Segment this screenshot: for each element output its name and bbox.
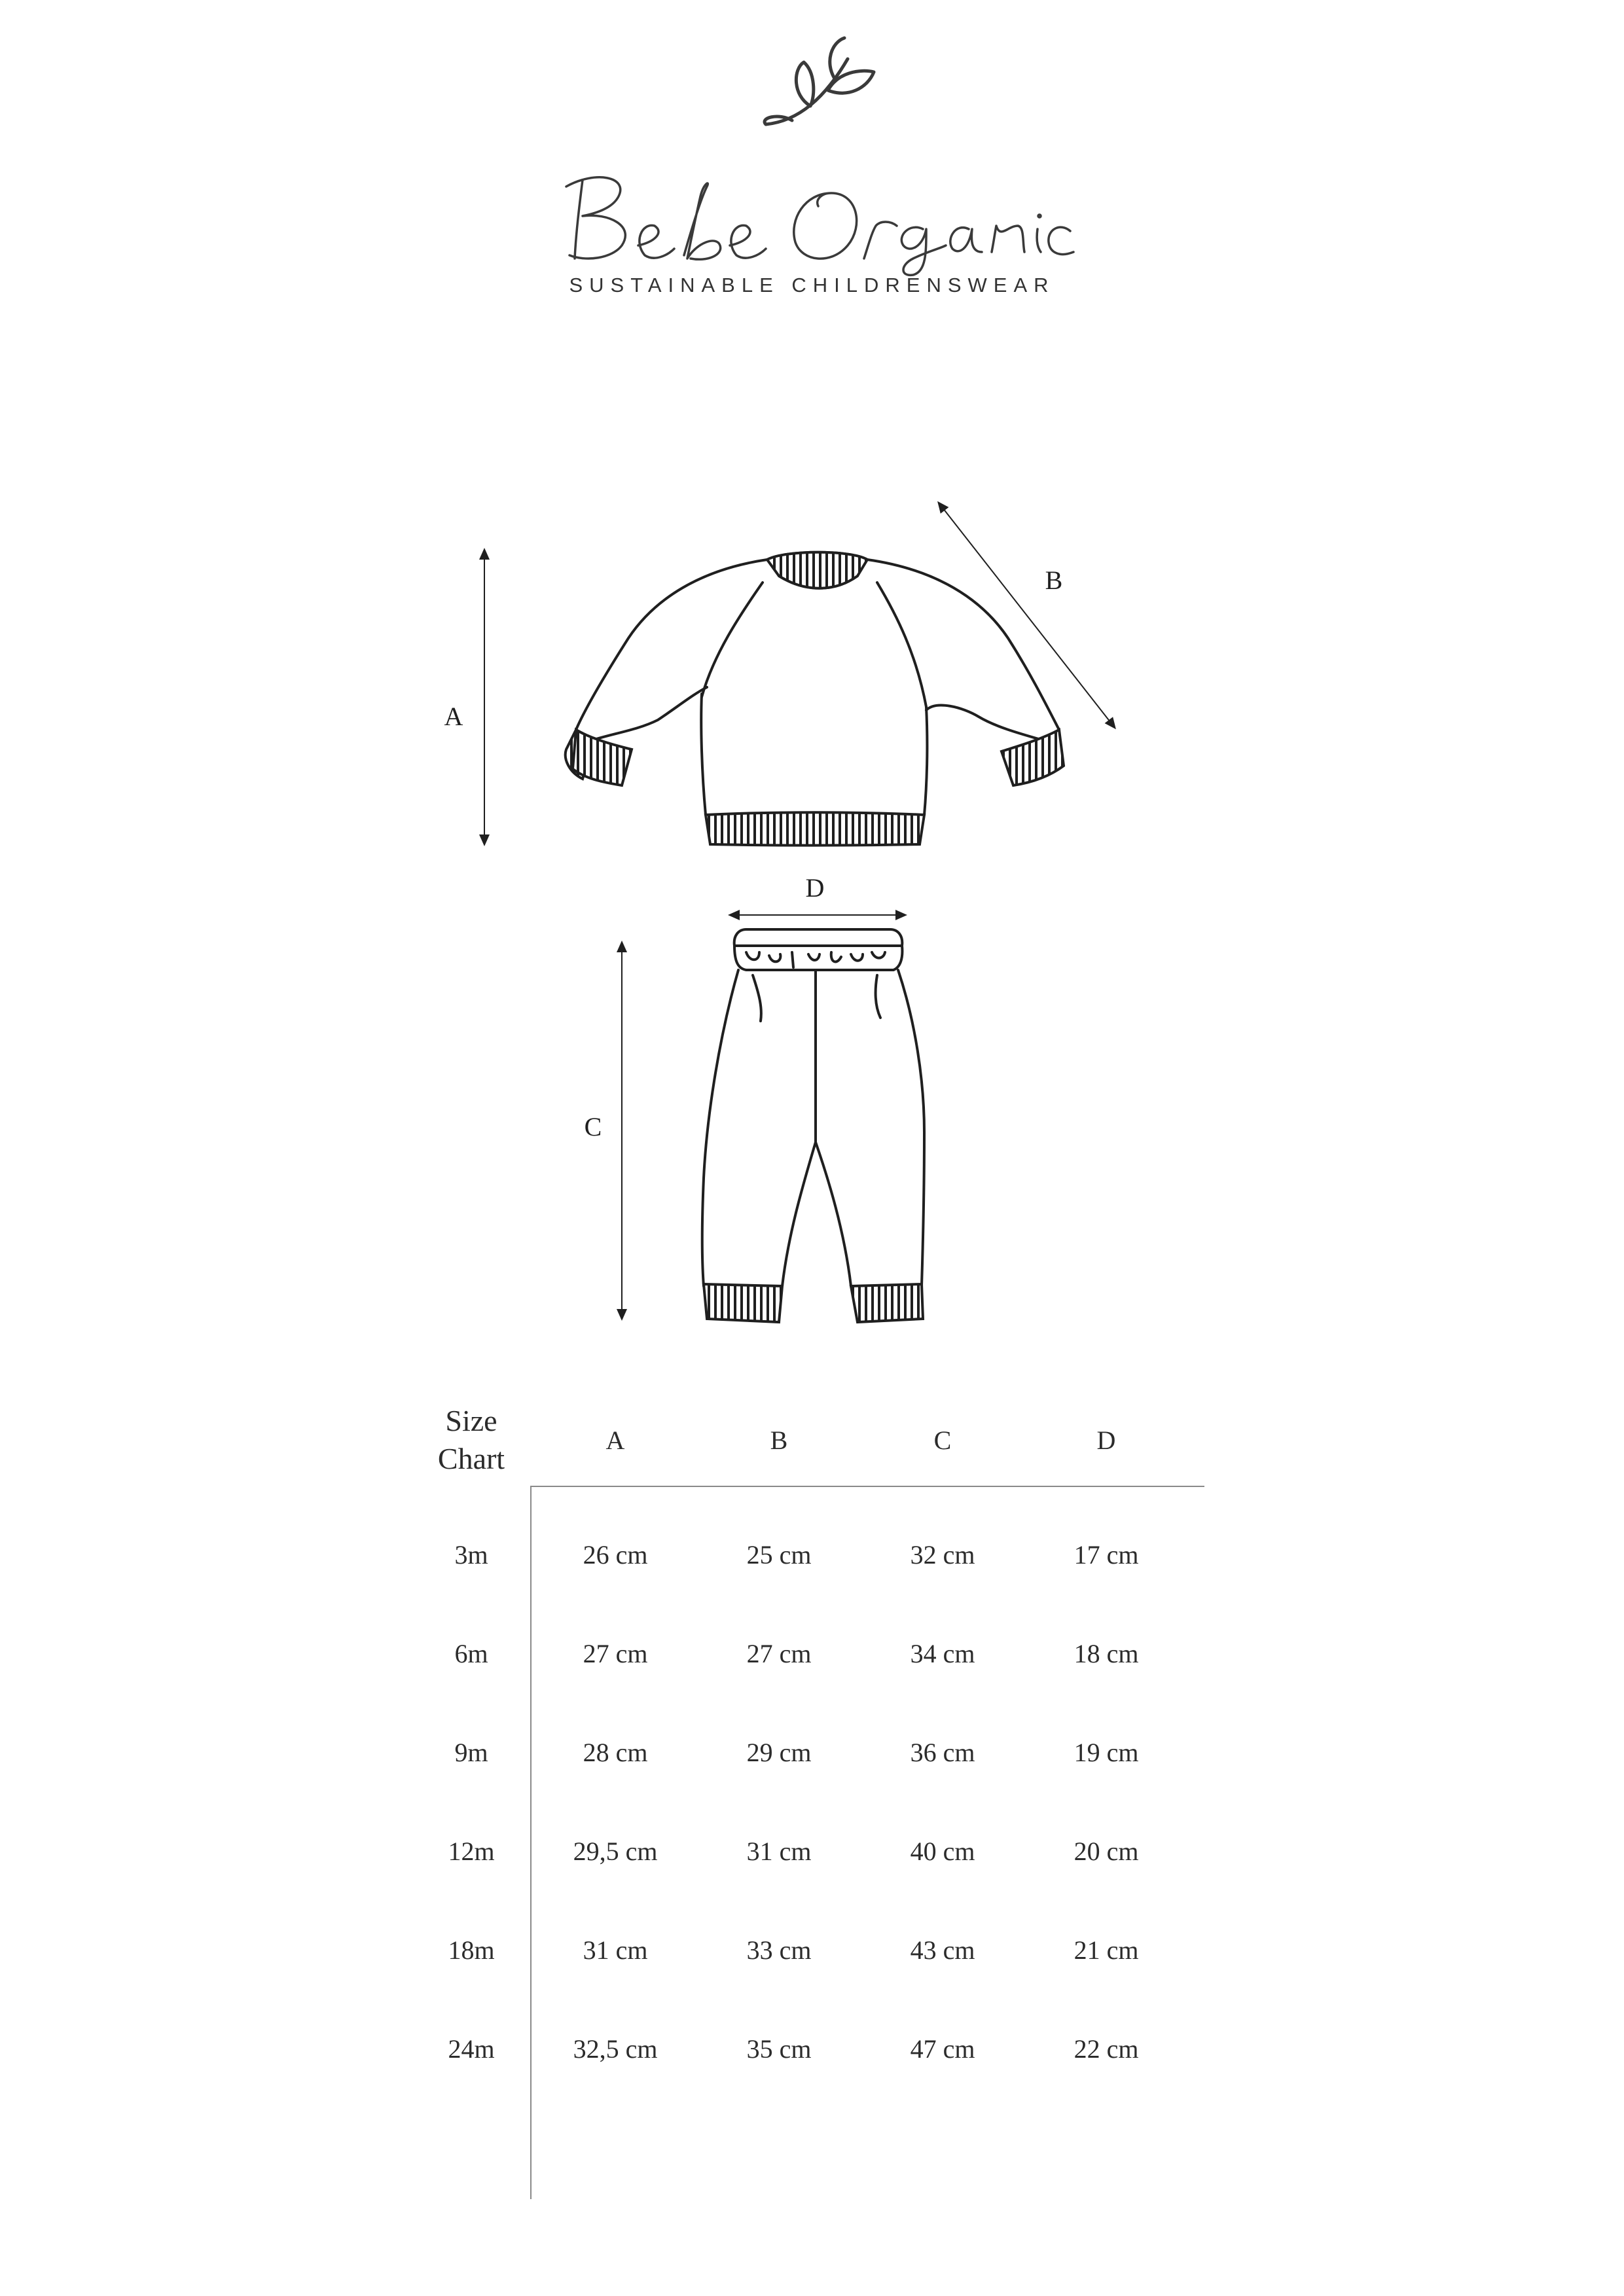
value-cell: 17 cm (1074, 1540, 1139, 1570)
size-label: 12m (448, 1837, 495, 1866)
value-cell: 29 cm (746, 1738, 812, 1767)
dimension-label-b: B (1045, 565, 1063, 595)
dimension-label-a: A (444, 702, 463, 731)
value-cell: 40 cm (910, 1837, 975, 1866)
size-label: 6m (454, 1639, 488, 1668)
size-label: 9m (454, 1738, 488, 1767)
size-label: 3m (454, 1540, 488, 1570)
size-label: 24m (448, 2034, 495, 2064)
size-chart-title: Size Chart (437, 1404, 505, 1475)
value-cell: 25 cm (746, 1540, 812, 1570)
value-cell: 21 cm (1074, 1935, 1139, 1965)
value-cell: 19 cm (1074, 1738, 1139, 1767)
value-cell: 20 cm (1074, 1837, 1139, 1866)
value-cell: 32 cm (910, 1540, 975, 1570)
column-header-a: A (605, 1425, 625, 1455)
value-cell: 33 cm (746, 1935, 812, 1965)
brand-wordmark (556, 160, 1074, 278)
column-header-d: D (1096, 1425, 1116, 1455)
leaf-logo-icon (753, 33, 884, 137)
value-cell: 22 cm (1074, 2034, 1139, 2064)
value-cell: 18 cm (1074, 1639, 1139, 1668)
table-row (393, 1604, 1204, 1703)
value-cell: 47 cm (910, 2034, 975, 2064)
size-chart-table (393, 1401, 1204, 2121)
value-cell: 32,5 cm (573, 2034, 658, 2064)
table-row (393, 1505, 1204, 1604)
value-cell: 28 cm (583, 1738, 648, 1767)
value-cell: 36 cm (910, 1738, 975, 1767)
column-header-c: C (933, 1425, 952, 1455)
dimension-label-c: C (584, 1112, 602, 1141)
pants-cuff-right (851, 1284, 923, 1322)
sweater-neck-rib (767, 552, 867, 588)
sweater-drawing (576, 552, 1059, 815)
table-row (393, 2000, 1204, 2098)
value-cell: 31 cm (746, 1837, 812, 1866)
value-cell: 43 cm (910, 1935, 975, 1965)
sweater-hem-rib (706, 812, 924, 845)
brand-tagline: SUSTAINABLE CHILDRENSWEAR (569, 274, 1055, 296)
value-cell: 26 cm (583, 1540, 648, 1570)
dimension-label-d: D (805, 873, 825, 903)
table-row (393, 1901, 1204, 2000)
value-cell: 31 cm (583, 1935, 648, 1965)
header-divider (530, 1486, 1204, 1487)
value-cell: 27 cm (746, 1639, 812, 1668)
dimension-arrow-b (941, 505, 1113, 725)
pants-drawing (702, 929, 924, 1286)
garment-diagram (0, 458, 1624, 1361)
size-label: 18m (448, 1935, 495, 1965)
value-cell: 35 cm (746, 2034, 812, 2064)
pants-cuff-left (704, 1284, 782, 1322)
table-row (393, 1802, 1204, 1901)
column-header-b: B (770, 1425, 788, 1455)
table-row (393, 1703, 1204, 1802)
value-cell: 29,5 cm (573, 1837, 658, 1866)
value-cell: 27 cm (583, 1639, 648, 1668)
value-cell: 34 cm (910, 1639, 975, 1668)
